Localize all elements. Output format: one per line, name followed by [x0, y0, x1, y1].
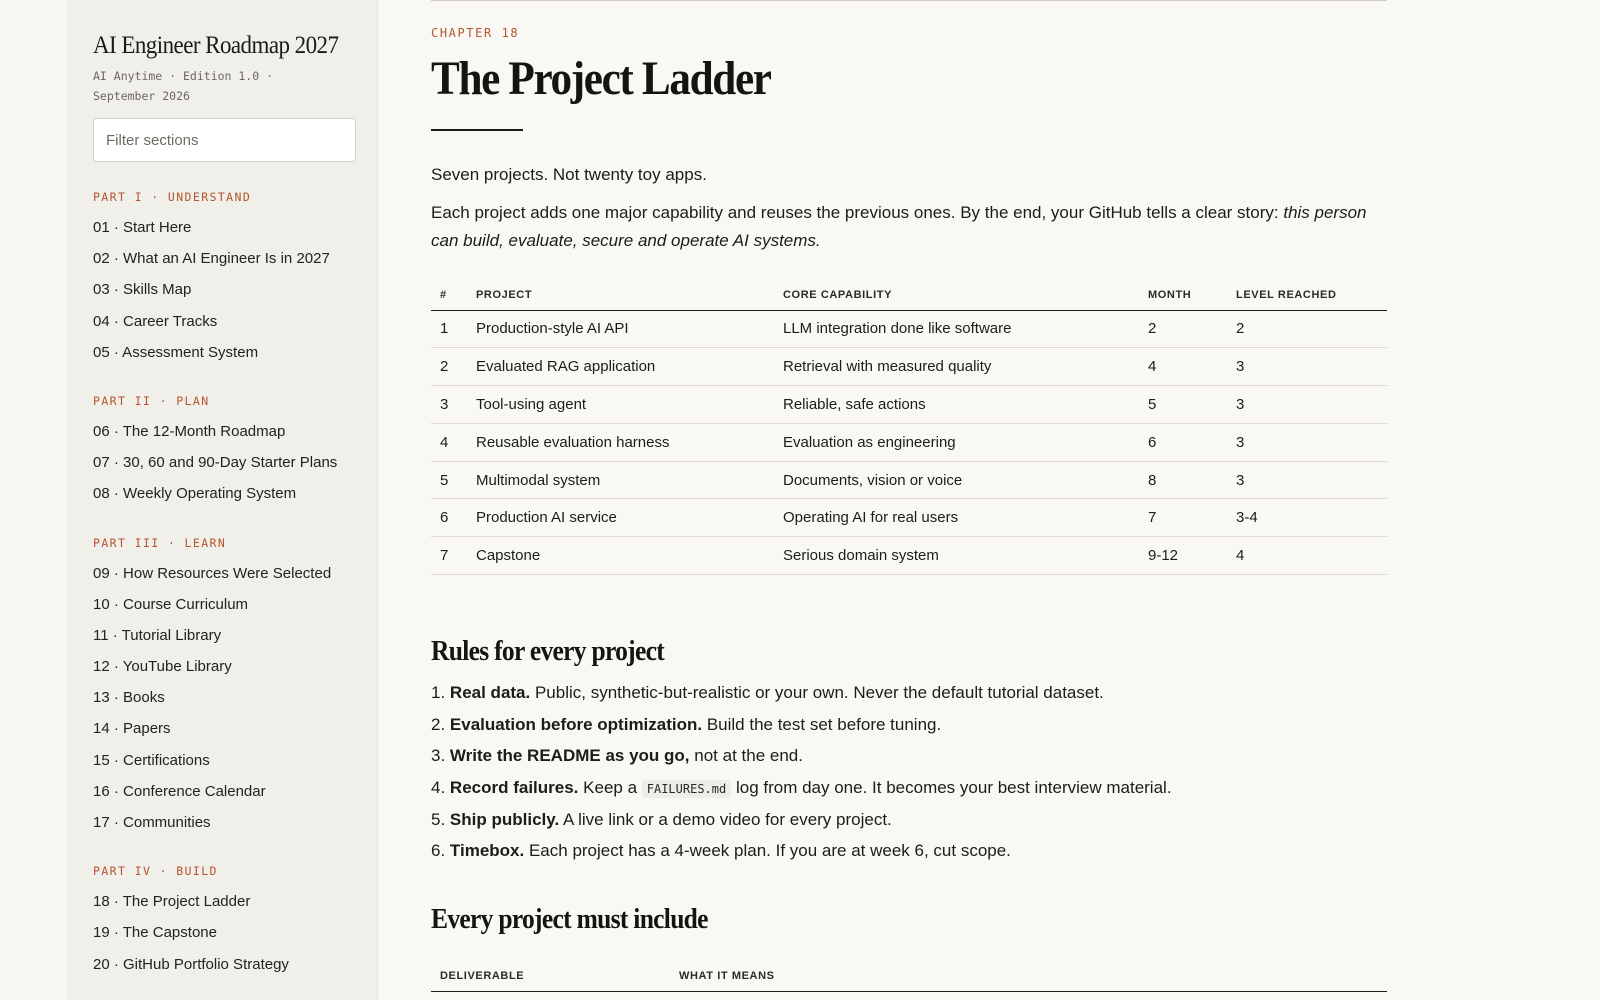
rule-item — [431, 772, 1371, 804]
cell-project: Evaluated RAG application — [476, 348, 783, 386]
chapter-title: The Project Ladder — [431, 52, 771, 105]
cell-capability: Evaluation as engineering — [783, 423, 1148, 461]
table-header-row — [431, 961, 1387, 991]
rule-title: Record failures. — [449, 778, 579, 798]
sidebar-item-course-curriculum[interactable]: 10 · Course Curriculum — [93, 595, 249, 613]
cell-month: 4 — [1148, 348, 1236, 386]
rule-item — [431, 835, 1371, 867]
cell-level: 3 — [1236, 386, 1387, 424]
part-label-plan: PART II · PLAN — [93, 393, 210, 408]
cell-project: Reusable evaluation harness — [476, 423, 783, 461]
sidebar-item-skills-map[interactable]: 03 · Skills Map — [93, 281, 192, 299]
cell-month: 9-12 — [1148, 537, 1236, 575]
table-row — [431, 537, 1387, 575]
cell-level: 3 — [1236, 348, 1387, 386]
cell-level: 3-4 — [1236, 499, 1387, 537]
cell-month: 2 — [1148, 310, 1236, 348]
top-divider — [431, 0, 1387, 1]
cell-project: Production-style AI API — [476, 310, 783, 348]
column-header-number: # — [431, 280, 476, 310]
rule-text: Public, synthetic-but-realistic or your own. Never the default tutorial dataset. — [530, 683, 1104, 702]
rule-item — [431, 677, 1371, 709]
rule-title: Timebox. — [449, 841, 525, 861]
intro-text: Each project adds one major capability and reuses the previous ones. By the end, your GitHub tells a clear story: — [431, 203, 1284, 222]
cell-level: 2 — [1236, 310, 1387, 348]
left-gutter — [0, 0, 67, 1000]
cell-capability: Documents, vision or voice — [783, 461, 1148, 499]
sidebar-item-what-ai-engineer[interactable]: 02 · What an AI Engineer Is in 2027 — [93, 250, 330, 268]
sidebar-item-start-here[interactable]: 01 · Start Here — [93, 219, 192, 236]
cell-level: 3 — [1236, 461, 1387, 499]
table-row — [431, 461, 1387, 499]
column-header-deliverable: DELIVERABLE — [431, 961, 679, 991]
cell-month: 8 — [1148, 461, 1236, 499]
sidebar-item-weekly-operating-system[interactable]: 08 · Weekly Operating System — [93, 485, 297, 503]
rule-text-after: log from day one. It becomes your best interview material. — [731, 778, 1172, 798]
rule-item — [431, 740, 1371, 772]
intro-emphasis: this person can build, evaluate, secure and operate AI systems. — [431, 203, 1367, 250]
column-header-level-reached: LEVEL REACHED — [1236, 280, 1387, 310]
sidebar-item-assessment-system[interactable]: 05 · Assessment System — [93, 343, 259, 361]
chapter-label: CHAPTER 18 — [431, 26, 520, 40]
cell-number: 4 — [431, 423, 476, 461]
book-title[interactable]: AI Engineer Roadmap 2027 — [93, 32, 339, 59]
sidebar-item-certifications[interactable]: 15 · Certifications — [93, 751, 210, 769]
column-header-project: PROJECT — [476, 280, 783, 310]
rules-list — [431, 677, 1371, 867]
cell-capability: Serious domain system — [783, 537, 1148, 575]
table-row — [431, 499, 1387, 537]
cell-level: 3 — [1236, 423, 1387, 461]
sidebar-item-resources-selected[interactable]: 09 · How Resources Were Selected — [93, 564, 332, 582]
table-row — [431, 348, 1387, 386]
sidebar-item-papers[interactable]: 14 · Papers — [93, 720, 171, 738]
sidebar-item-career-tracks[interactable]: 04 · Career Tracks — [93, 312, 218, 330]
title-divider — [431, 129, 523, 131]
include-heading: Every project must include — [431, 903, 708, 935]
sidebar-item-books[interactable]: 13 · Books — [93, 689, 165, 707]
cell-project: Production AI service — [476, 499, 783, 537]
cell-level: 4 — [1236, 537, 1387, 575]
rule-text: not at the end. — [689, 746, 803, 766]
cell-month: 6 — [1148, 423, 1236, 461]
rule-item — [431, 804, 1371, 836]
sidebar-item-youtube-library[interactable]: 12 · YouTube Library — [93, 658, 232, 676]
column-header-what-it-means: WHAT IT MEANS — [679, 961, 1387, 991]
sidebar-item-github-portfolio[interactable]: 20 · GitHub Portfolio Strategy — [93, 955, 289, 973]
deliverables-table — [431, 961, 1387, 992]
cell-project: Tool-using agent — [476, 386, 783, 424]
rule-title: Write the README as you go, — [449, 746, 690, 766]
cell-capability: Operating AI for real users — [783, 499, 1148, 537]
chapter-content — [431, 0, 1387, 1000]
rule-number: 1. — [431, 683, 446, 702]
rule-number: 6. — [431, 841, 446, 861]
rule-number: 3. — [431, 746, 446, 766]
chapter-lede: Seven projects. Not twenty toy apps. — [431, 165, 707, 184]
rule-number: 4. — [431, 778, 446, 798]
cell-number: 7 — [431, 537, 476, 575]
table-header-row — [431, 280, 1387, 310]
cell-capability: Reliable, safe actions — [783, 386, 1148, 424]
cell-capability: LLM integration done like software — [783, 310, 1148, 348]
failures-file-code: FAILURES.md — [642, 780, 731, 798]
cell-number: 6 — [431, 499, 476, 537]
cell-project: Capstone — [476, 537, 783, 575]
rule-text: A live link or a demo video for every project. — [559, 809, 892, 829]
cell-number: 1 — [431, 310, 476, 348]
rule-number: 2. — [431, 714, 446, 734]
rules-heading: Rules for every project — [431, 635, 665, 667]
cell-month: 5 — [1148, 386, 1236, 424]
table-row — [431, 310, 1387, 348]
filter-sections-input[interactable] — [93, 118, 356, 162]
rule-text: Keep a — [578, 778, 642, 798]
sidebar — [67, 0, 378, 1000]
cell-number: 5 — [431, 461, 476, 499]
rule-text: Each project has a 4-week plan. If you are at week 6, cut scope. — [524, 841, 1011, 861]
cell-number: 3 — [431, 386, 476, 424]
cell-capability: Retrieval with measured quality — [783, 348, 1148, 386]
sidebar-item-project-ladder[interactable]: 18 · The Project Ladder — [93, 893, 251, 911]
sidebar-item-conference-calendar[interactable]: 16 · Conference Calendar — [93, 782, 266, 800]
project-ladder-table — [431, 280, 1387, 575]
rule-item — [431, 709, 1371, 741]
sidebar-item-communities[interactable]: 17 · Communities — [93, 814, 211, 831]
part-label-learn: PART III · LEARN — [93, 535, 227, 550]
rule-title: Evaluation before optimization. — [449, 714, 703, 734]
rule-title: Ship publicly. — [449, 809, 560, 829]
cell-number: 2 — [431, 348, 476, 386]
cell-month: 7 — [1148, 499, 1236, 537]
sidebar-item-tutorial-library[interactable]: 11 · Tutorial Library — [93, 626, 222, 644]
sidebar-item-capstone[interactable]: 19 · The Capstone — [93, 924, 217, 942]
cell-project: Multimodal system — [476, 461, 783, 499]
table-row — [431, 386, 1387, 424]
column-header-core-capability: CORE CAPABILITY — [783, 280, 1148, 310]
column-header-month: MONTH — [1148, 280, 1236, 310]
sidebar-item-12-month-roadmap[interactable]: 06 · The 12-Month Roadmap — [93, 422, 286, 440]
book-meta: AI Anytime · Edition 1.0 · September 2026 — [93, 69, 274, 103]
chapter-intro — [431, 199, 1371, 255]
rule-number: 5. — [431, 809, 446, 829]
part-label-build: PART IV · BUILD — [93, 864, 218, 879]
rule-title: Real data. — [449, 683, 531, 702]
rule-text: Build the test set before tuning. — [702, 714, 942, 734]
table-row — [431, 423, 1387, 461]
sidebar-item-starter-plans[interactable]: 07 · 30, 60 and 90-Day Starter Plans — [93, 454, 338, 472]
part-label-understand: PART I · UNDERSTAND — [93, 190, 252, 204]
